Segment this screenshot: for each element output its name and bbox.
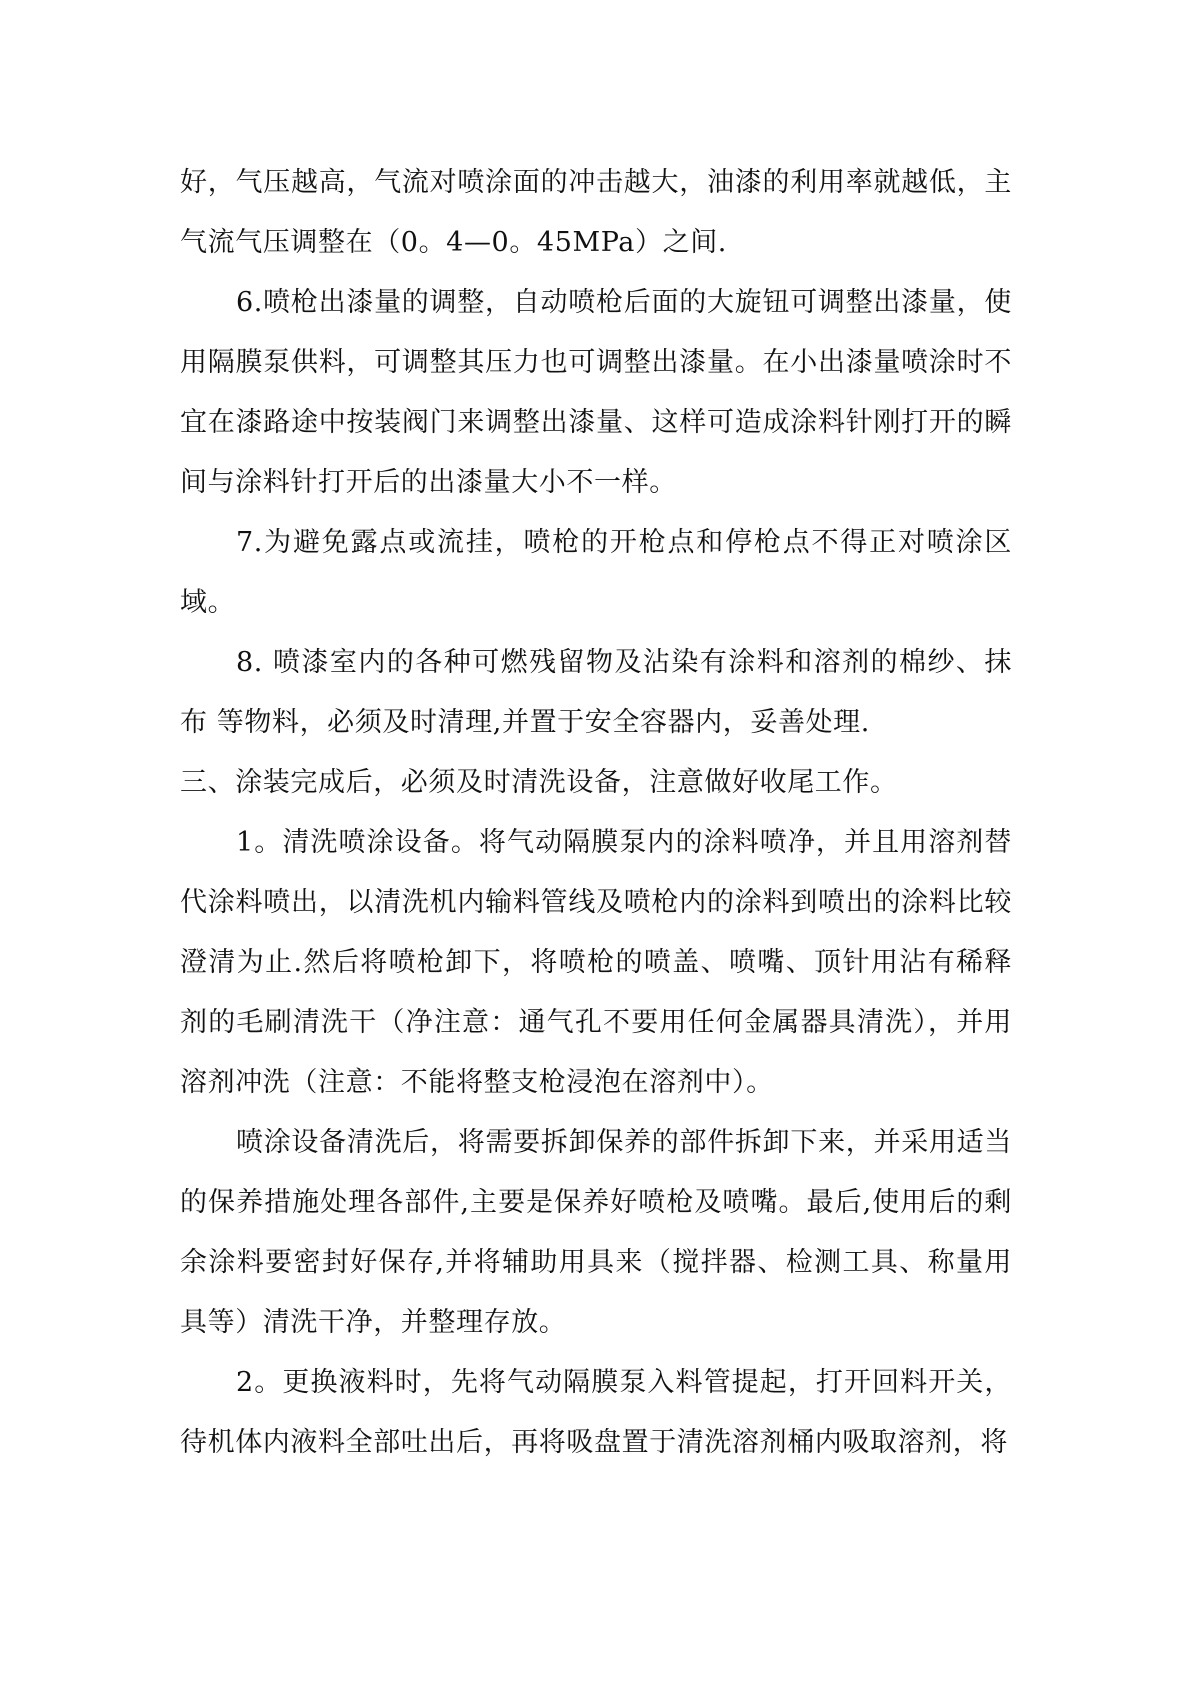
paragraph-item-7: 7.为避免露点或流挂，喷枪的开枪点和停枪点不得正对喷涂区域。 xyxy=(180,527,1012,618)
paragraph-item-3-1: 1。清洗喷涂设备。将气动隔膜泵内的涂料喷净，并且用溶剂替代涂料喷出，以清洗机内输料管线及喷枪内的涂料到喷出的涂料比较澄清为止.然后将喷枪卸下，将喷枪的喷盖、喷嘴、顶针用沾有稀释剂的毛刷清洗干（净注意：通气孔不要用任何金属器具清洗），并用溶剂冲洗（注意：不能将整支枪浸泡在溶剂中）。 xyxy=(180,827,1012,1098)
document-body xyxy=(180,153,1012,1473)
paragraph-item-8: 8. 喷漆室内的各种可燃残留物及沾染有涂料和溶剂的棉纱、抹布 等物料，必须及时清理,并置于安全容器内，妥善处理. xyxy=(180,647,1012,738)
paragraph-continuation: 好，气压越高，气流对喷涂面的冲击越大，油漆的利用率就越低，主气流气压调整在（0。4—0。45MPa）之间. xyxy=(180,167,1012,258)
paragraph-item-3-1-continued: 喷涂设备清洗后，将需要拆卸保养的部件拆卸下来，并采用适当的保养措施处理各部件,主要是保养好喷枪及喷嘴。最后,使用后的剩余涂料要密封好保存,并将辅助用具来（搅拌器、检测工具、称量用具等）清洗干净，并整理存放。 xyxy=(180,1127,1012,1338)
paragraph-item-6: 6.喷枪出漆量的调整，自动喷枪后面的大旋钮可调整出漆量，使用隔膜泵供料，可调整其压力也可调整出漆量。在小出漆量喷涂时不宜在漆路途中按装阀门来调整出漆量、这样可造成涂料针刚打开的瞬间与涂料针打开后的出漆量大小不一样。 xyxy=(180,287,1012,498)
paragraph-item-3-2: 2。更换液料时，先将气动隔膜泵入料管提起，打开回料开关，待机体内液料全部吐出后，再将吸盘置于清洗溶剂桶内吸取溶剂，将 xyxy=(180,1367,1012,1458)
section-heading-3: 三、涂装完成后，必须及时清洗设备，注意做好收尾工作。 xyxy=(180,767,898,798)
